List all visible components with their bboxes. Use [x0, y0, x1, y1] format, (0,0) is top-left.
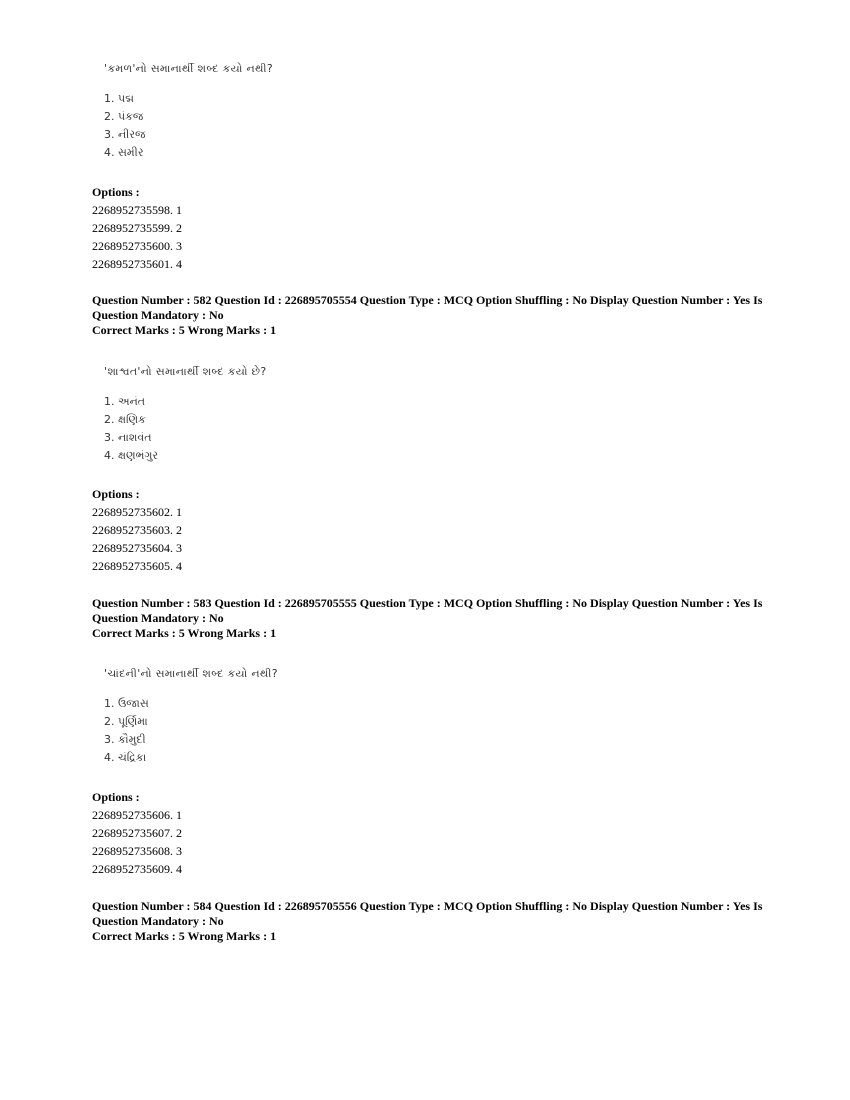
choice-item: 2. પૂર્ણિમા: [104, 715, 148, 728]
choice-item: 4. ચંદ્રિકા: [104, 751, 147, 764]
option-line: 2268952735604. 3: [92, 541, 182, 555]
options-title: Options :: [92, 487, 140, 501]
question-text: 'કમળ'નો સમાનાર્થી શબ્દ કયો નથી?: [104, 62, 273, 75]
option-line: 2268952735598. 1: [92, 203, 182, 217]
question-meta-line: Question Mandatory : No: [92, 611, 224, 625]
choice-item: 1. ઉજાસ: [104, 697, 149, 710]
question-meta: [92, 596, 782, 641]
option-line: 2268952735609. 4: [92, 862, 182, 876]
question-marks-line: Correct Marks : 5 Wrong Marks : 1: [92, 626, 277, 640]
option-line: 2268952735608. 3: [92, 844, 182, 858]
option-line: 2268952735599. 2: [92, 221, 182, 235]
choice-item: 4. ક્ષણભંગુર: [104, 449, 159, 462]
options-block: [92, 183, 182, 273]
option-line: 2268952735601. 4: [92, 257, 182, 271]
choice-item: 3. નીરજ: [104, 128, 146, 141]
choice-item: 3. કૌમુદી: [104, 733, 146, 746]
question-image: [104, 667, 404, 767]
question-choices: [104, 90, 404, 162]
options-block: [92, 788, 182, 878]
choice-item: 4. સમીર: [104, 146, 144, 159]
choice-item: 2. ક્ષણિક: [104, 413, 146, 426]
question-marks-line: Correct Marks : 5 Wrong Marks : 1: [92, 323, 277, 337]
question-image: [104, 62, 404, 162]
question-meta: [92, 293, 782, 338]
question-meta-line: Question Mandatory : No: [92, 914, 224, 928]
option-line: 2268952735605. 4: [92, 559, 182, 573]
options-block: [92, 485, 182, 575]
question-marks-line: Correct Marks : 5 Wrong Marks : 1: [92, 929, 277, 943]
option-line: 2268952735603. 2: [92, 523, 182, 537]
question-choices: [104, 393, 404, 465]
choice-item: 3. નાશવંત: [104, 431, 152, 444]
question-text: 'શાશ્વત'નો સમાનાર્થી શબ્દ કયો છે?: [104, 365, 267, 378]
option-line: 2268952735606. 1: [92, 808, 182, 822]
choice-item: 1. પદ્મ: [104, 92, 134, 105]
question-image: [104, 365, 404, 465]
question-choices: [104, 695, 404, 767]
question-meta: [92, 899, 782, 944]
options-title: Options :: [92, 790, 140, 804]
option-line: 2268952735607. 2: [92, 826, 182, 840]
choice-item: 1. અનંત: [104, 395, 146, 408]
choice-item: 2. પંકજ: [104, 110, 144, 123]
question-text: 'ચાંદની'નો સમાનાર્થી શબ્દ કયો નથી?: [104, 667, 278, 680]
question-meta-line: Question Number : 582 Question Id : 226895705554 Question Type : MCQ Option Shuffling : No Display Question Number : Yes Is: [92, 293, 763, 307]
question-meta-line: Question Number : 584 Question Id : 226895705556 Question Type : MCQ Option Shuffling : No Display Question Number : Yes Is: [92, 899, 763, 913]
options-title: Options :: [92, 185, 140, 199]
option-line: 2268952735602. 1: [92, 505, 182, 519]
question-meta-line: Question Mandatory : No: [92, 308, 224, 322]
question-meta-line: Question Number : 583 Question Id : 226895705555 Question Type : MCQ Option Shuffling : No Display Question Number : Yes Is: [92, 596, 763, 610]
option-line: 2268952735600. 3: [92, 239, 182, 253]
